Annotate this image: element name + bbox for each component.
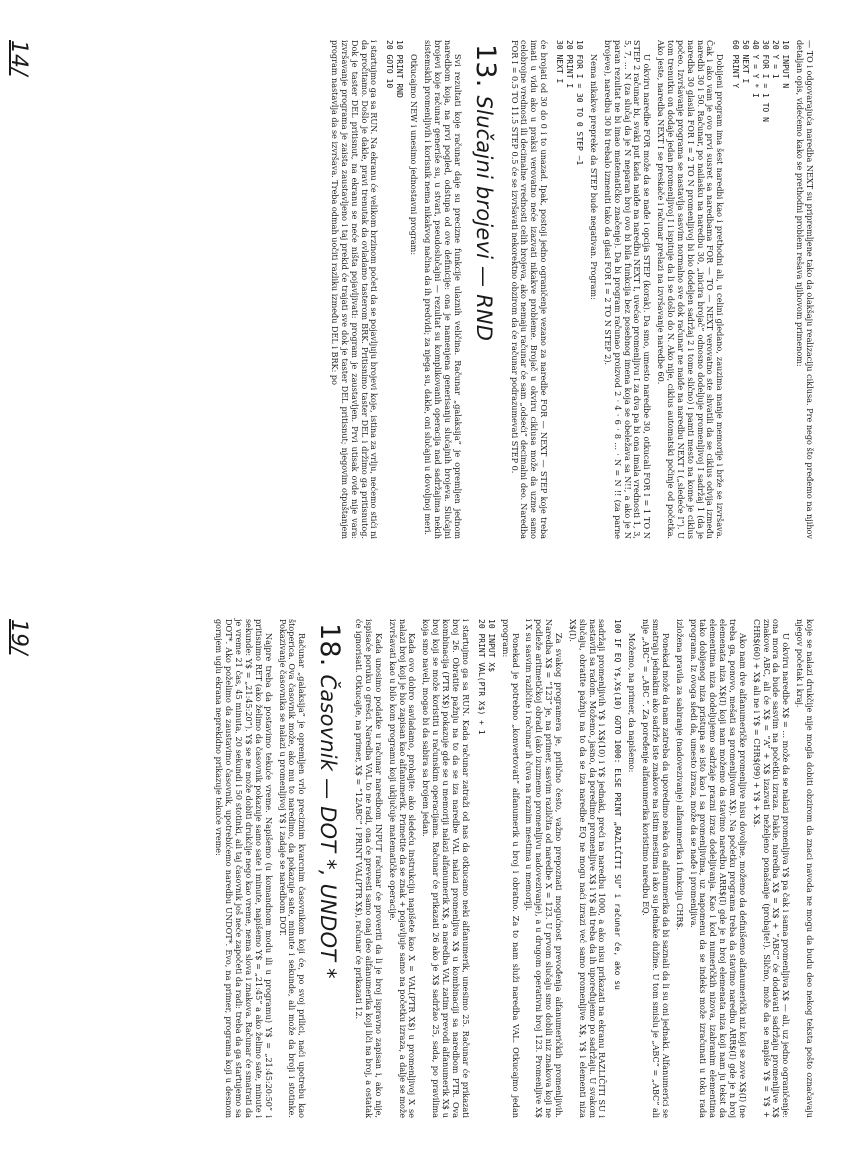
- code-listing-eq: 100 IF EQ Y$,X$(10) GOTO 1000: ELSE PRINT „RAZLIČITI SU” i računar će, ako su: [613, 619, 623, 990]
- body-paragraph: će brojati od 30 do 0 i to unazad. Ipak, postoji jedno ograničenje vezano za naredbe FOR — NEXT — STEP koje treba imati u vidu ako u praksi verovatno neće izazvati nikakve probleme. Brojač u okviru ciklusa može da uzme samo celobrojne vrednosti ili decimalne vrednosti celih brojeva, ako nemaju računar će sam „odseći” decimalni deo. Naredba FOR I = 0.5 TO 11.5 STEP 0.5 će se izvršavati nekorektno obzirom da će računar podrazumevati STEP 0.: [509, 40, 550, 539]
- body-paragraph: Kada ovo dobro savladamo, probajte: ako sledeću instrukciju napišete kao X = VAL(PTR X$) u promenljivoj X se nalazi broj koji je bio zapisan kao alfanumerik. Primetite da se znak + pojavljuje samo na početku izraza, a dalje se može izvršavati kao u bilo kom programu koji uključuje matematičke operacije.: [387, 619, 418, 1118]
- section-heading: [314, 623, 345, 1118]
- body-paragraph: i startujmo ga sa RUN. Kada računar zatraži od nas da otkucamo neki alfanumerik, unesimo 25. Računar će prikazati broj 26. Obratite pažnju na to da se iza naredbe VAL nalazi promenljiva X$ u kombinaciji sa naredbom PTR. Ova kombinacija (PTR X$) pokazuje gde se u memoriji nalazi alfanumerik X$, a naredba VAL zatim prevodi alfanumerik X$ u broj koji se može koristiti u računskim operacijama. Računar će prikazati 26 ako je X$ sadržao 25, sada, po pravilima koja smo naveli, mogao bi da sabira sa brojem jedan.: [421, 619, 471, 1118]
- body-paragraph: Nema nikakve prepreke da STEP bude negativan. Program:: [588, 54, 599, 300]
- body-paragraph: Ako nam dve alfanumeričke promenljive nisu dovoljne, možemo da definišemo alfanumerički niz koji se zove X$(I) (ne treba ga, ponovo, mešati sa promenljivom X$). Na početku programa treba da stavimo naredbu ARR$(I) gde je n broj elemenata niza X$(I) koji nam možemo da stavimo naredbu ARR$(I) gde je n broj elemenata niza koji nam ju tekst da elementima niza dodeljujemo sadržaje prazni izraz dodeljivanja. Kao i kod numeričkih nizova, izabranim elementima tako dobijenog niza pristupa se isto kao i sa promenljivima, uz napomenu da se indeks može izračunati u toku rada programa. Iz ovoga sledi da, umesto izraza, može da se nađe i promenljiva.: [688, 619, 748, 1118]
- code-listing-val: 10 INPUT X$ 20 PRINT VAL(PTR X$) + 1: [476, 619, 496, 735]
- body-paragraph: U okviru naredbe X$ = ... može da se nalazi promenljiva Y$ pa čak i sama promenljiva X$ — ali, uz jedno ograničenje: ona mora da bude sasvim na početku izraza. Dakle, naredba X$ = X$ + ”ABC” će dodavati sadržaju promenljive X$ znakove ABC, ali će X$ = ”A” + X$ izazvati neželjeno ponašanje (probajte!). Slično, može da se napiše Y$ = Y$ + CHR$(60) + X$ ali ne i Y$ = CHR$(99) + Y$ + X$.: [751, 619, 792, 1118]
- code-listing-rnd: 10 PRINT RND 20 GOTO 10: [385, 40, 405, 98]
- section-paragraph: i startujmo ga sa RUN. Na ekranu će velikom brzinom početi da se pojavljuju brojevi koje, istina za vrlju, nećemo stići ni da pročitamo. Došlo je dakle, pravi trenutak da ovladamo tasterom BRK. Pritisnimo taster DEL i držimo ga pritisnutog. Dok je taster DEL pritisnut, na ekranu se neće ništa pojavljivati: program je zaustavljen. Prvi utisak ovde nije vara: izvršavanje programa je zaista zaustavljeno i taj prekid će trajati sve dok je taster DEL pritisnut; njegovim otpuštanjem program nastavlja da se izvršava. Treba odmah uočiti razliku između DEL i BRK: po: [329, 40, 380, 539]
- page-number: 14/: [6, 40, 31, 76]
- body-paragraph: Ponekad je potrebno „konvertovati” alfanumerik u broj i obratno. Za to nam služi naredba VAL. Otkucajmo jedan program:: [500, 619, 521, 1118]
- code-listing-factorial: 10 INPUT N 20 Y = 1 30 FOR I = 1 TO N 40 Y = Y * I 50 NEXT I 60 PRINT Y: [731, 40, 791, 122]
- body-paragraph: sadržaji promenljivih Y$ i X$(10) i Y$ jednaki, preći na naredbu 1000, a ako nisu prikazati na ekranu RAZLIČITI SU i nastaviti sa radom. Možemo, jasno, da poredimo promenljive X$ i Y$ ali treba da ih upoređujemo po sadržaju. U svakom slučaju, obratite pažnju na to da se iza naredbe EQ ne mogu naći izrazi već samo promenljive X$, Y$ i elementi niza X$(I).: [567, 619, 608, 1118]
- body-paragraph: Za svakog programera je, prilično često, važno prepoznati mogućnost prevođenja alfanumeričkih promenljivih. Naredba X$ = ”123” je, na primer, sasvim različita od naredbe X = 123. U prvom slučaju smo dobili niz znakova koji ne podleže aritmetičkoj obradi (ako izuzmemo promenljivu nadovezivanje), a u drugom operativni broj 123. Promenljive X$ i X su sasvim različite i računar ih čuva na raznim mestima u memoriji.: [524, 619, 564, 1118]
- body-paragraph: U okviru naredbe FOR može da se nađe i opcija STEP (korak). Da smo, umesto naredbe 30, otkucali FOR I = 1 TO N STEP 2 računar bi, svaki put kada naiđe na naredbu NEXT I, uvećao promenljivu I za dva pa bi ona imala vrednosti 1, 3, 5, 7, ... N (za slučaj da je N neparan broj ovo bi bila funkcija bez posebnog imena koja se obeležava sa N!!, a ako je N paran rezultat ne bi imao matematičko značenje). Da bi program računao proizvod 2 · 4 · 6 · 8 ... · N = N !! (za parne brojeve), naredbu 30 bi trebalo izmeniti tako da glasi FOR I = 2 TO N STEP 2).: [602, 40, 653, 539]
- body-paragraph: izložena pravila za sabiranje (nadovezivanje) alfanumerika i funkciju CHR$.: [674, 619, 685, 931]
- section-paragraph: Svi rezultati koje računar daje su precizne funkcije ulaznih veličina. Računar „galaksija” je opremljen jednom naredbom koja, na prvi pogled, odstupa od ove definicije: ona je namenjena generisanju slučajnih brojeva. Slučajni brojevi koje računar generiše su, u stvari, pseudoslučajni — rezultat su komplikovanih operacija nad sadržajima nekih sistemskih promenljivih i korisnik nema nikakvog načina da ih predvidi; za njega su, dakle, oni slučajni u dovoljnoj meri.: [423, 40, 463, 539]
- body-paragraph: Možemo, na primer, da napišemo:: [627, 633, 638, 773]
- intro-paragraph: — TO i odgovarajuća naredba NEXT su pripremljene tako da olakšaju realizaciju ciklusa. Pre nego što pređemo na njihov detaljan opis, videćemo kako se prethodni problem rešava njihovom primenom:: [795, 40, 815, 539]
- body-paragraph: koje se nalazi drukčije nije mogla dobiti obzirom da znaci navoda ne mogu da budu deo nekog teksta pošto označavaju njegov početak i kraj.: [795, 619, 815, 1118]
- section-heading: [470, 44, 501, 539]
- section-paragraph: Otkucajmo NEW i unesimo jednostavni program:: [409, 54, 420, 256]
- body-paragraph: Kada unosimo podatke u računar naredbom INPUT računar će proveriti da li je broj ispravno zapisan i, ako nije, ispisaće poruku o grešci. Naredba VAL to ne radi, ona će prevesti samo onaj deo alfanumerika koji liči na broj, a ostatak će ignorisati. Otkucajte, na primer, X$ = ”12ABC” i PRINT VAL(PTR X$), računar će prikazati 12.: [354, 619, 384, 1118]
- section-number: 13.: [469, 44, 501, 88]
- page-number: 19/: [6, 619, 31, 655]
- page-19: [0, 579, 842, 1158]
- code-listing-countdown: 10 FOR I = 30 TO 0 STEP —1 20 PRINT I 30 NEXT I: [555, 40, 585, 166]
- body-block: [588, 40, 724, 539]
- section-paragraph: Računar „galaksija” je opremljen vrlo preciznim kvarcnim časovnikom koji će, po svoj prilici, naći upotrebu kao štoperica. Ova časovnik može, ako mu to naredimo, da pokazuje sate, minute i sekunde, ali može da broji i stotinke. Pokazivanje časovnika se nalazi u promenljivoj Y$ i zadaje se naredbom DOT.: [277, 619, 308, 1118]
- section-title: Slučajni brojevi — RND: [471, 95, 496, 342]
- section-title: Časovnik — DOT *, UNDOT *: [316, 674, 341, 979]
- intro-block: [794, 40, 814, 539]
- section-paragraph: Najpre treba da postavimo tekuće vreme. Napišemo (u komandnom modu ili u programu) Y$ = „21:45:20:50” i pritisnimo RET (ako želimo da časovnik pokazuje samo sate i minute, napišemo Y$ = „21:45” a ako želimo sate, minute i sekunde: Y$ = „21:45:20”). Y$ se ne može dobiti drukčije nego kao vreme, nema slova i znakova. Računar će smatrati da je vreme 21 čas, 45 minuta, 20 sekundi i 50 stotinki, ali taj časovnik još neće započeti da radi: treba da ga startujemo sa DOT*. Ako poželimo da zaustavimo časovnik, upotrebićemo naredbu UNDOT*. Evo, na primer, programa koji u desnom gornjem uglu ekrana neprekidno prikazuje tekuće vreme:: [214, 619, 274, 1118]
- body-paragraph: Dobijeni program ima šest naredbi kao i prethodni ali, u celini gledano, zauzima manje memorije i brže se izvršava. Čak i ako vam je ovo prvi susret sa naredbama FOR — TO — NEXT verovatno ste shvatili da se ciklus odvija između naredbi 30 i 50. Računar, po nailasku na naredbu 30, „inicira brojač” odnosno dodeljuje promenljivoj I sadržaj 1 (da je naredba 30 glasila FOR I = 2 TO N promenljivoj bi bio dodeljen sadržaj 2 i tome slično) i pamti mesto na kome je ciklus počeo. Izvršavanje programa se nastavlja sasvim normalno sve dok računar ne naiđe na naredbu NEXT I („sledeće I”). U tom trenutku on dodaje jedan promenljivoj I i ispituje da li se došlo do N. Ako nije, ciklus automatski počinje od početka. Ako jeste, naredba NEXT I se preskače i računar prelazi na izvršavanje naredbe 60.: [656, 40, 726, 539]
- section-number: 18.: [314, 623, 346, 667]
- body-paragraph: Ponekad može da nam zatreba da uporedimo neka dva alfanumerika da bi saznali da li su oni jednaki. Alfanumerici se smatraju jednakim ako sadrže iste znakove na istim mestima i ako su jednake dužine. U tom smislu je „ABC” = „ABC” ali nije „ABC” = „ABC ”. Za poređenje alfanumerika koristimo naredbu EQ.: [641, 619, 671, 1118]
